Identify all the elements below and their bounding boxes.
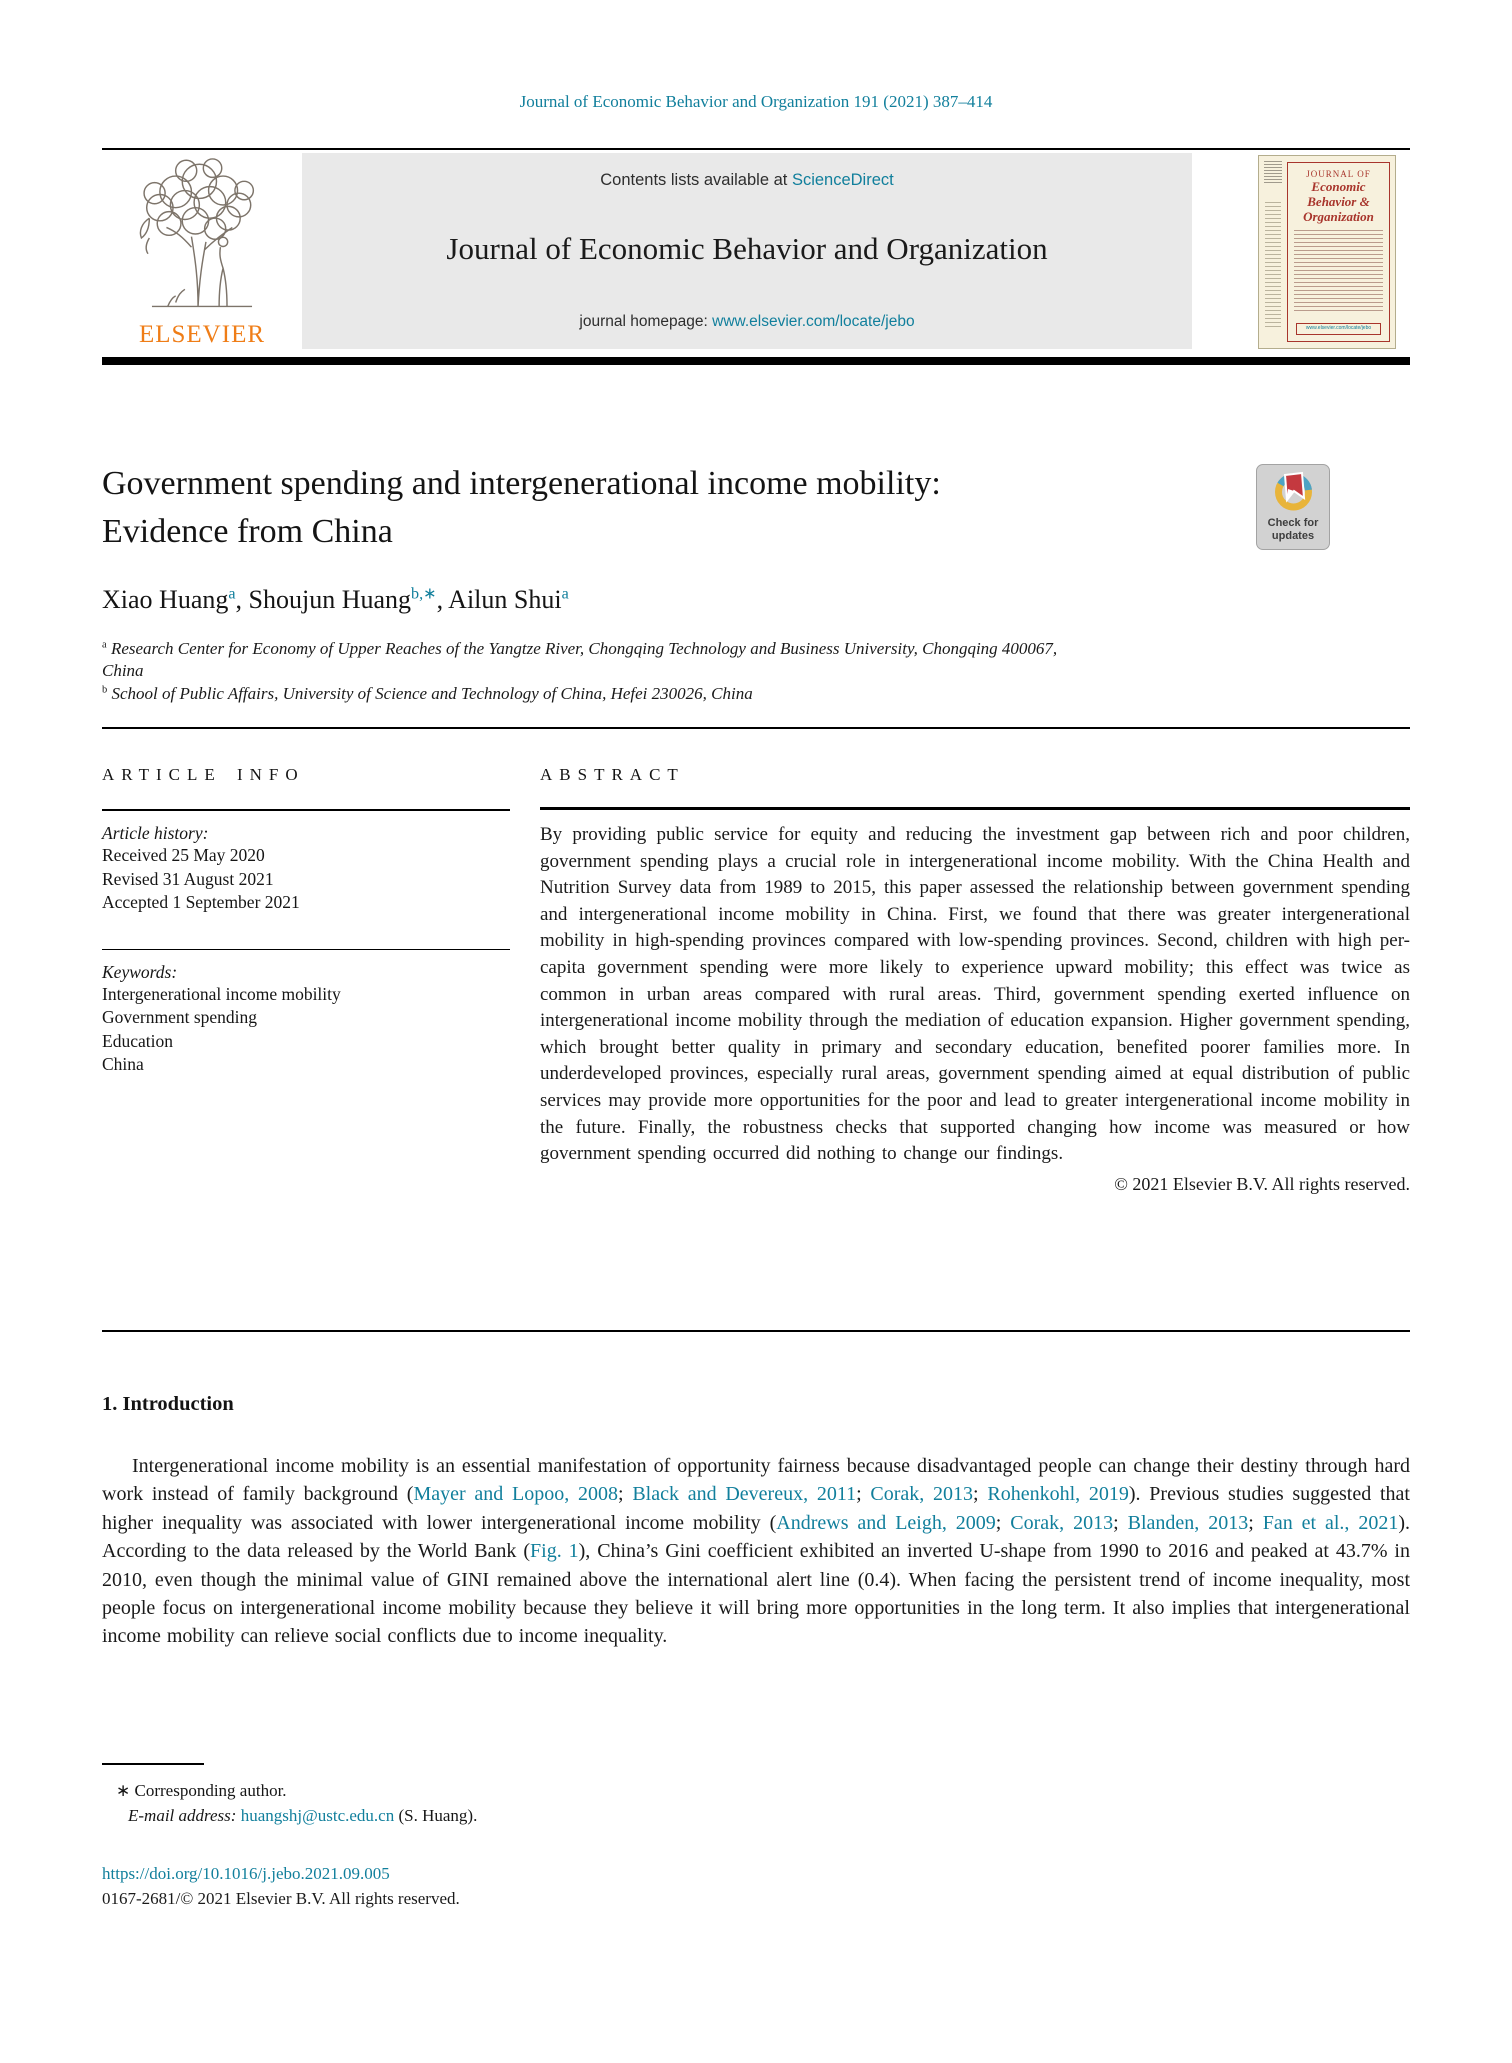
abstract-column <box>540 765 1410 1195</box>
keyword: Education <box>102 1030 173 1051</box>
history-received: Received 25 May 2020 <box>102 845 265 865</box>
history-accepted: Accepted 1 September 2021 <box>102 892 300 912</box>
section-heading-introduction: 1. Introduction <box>102 1393 234 1415</box>
cover-article-list <box>1294 230 1383 314</box>
elsevier-logo <box>102 153 302 349</box>
cover-title-line: Behavior & <box>1307 194 1370 209</box>
divider-thick <box>102 357 1410 365</box>
divider <box>102 1330 1410 1332</box>
introduction-paragraph <box>102 1452 1410 1651</box>
text-segment: ; <box>618 1483 633 1506</box>
article-info-heading: ARTICLE INFO <box>102 765 305 784</box>
page-header-citation: Journal of Economic Behavior and Organization 191 (2021) 387–414 <box>519 92 993 111</box>
keyword: China <box>102 1054 144 1074</box>
info-abstract-section <box>102 765 1410 1195</box>
text-segment: , Shoujun Huang <box>235 585 412 614</box>
inline-link[interactable]: Rohenkohl, 2019 <box>987 1483 1129 1506</box>
text-segment: Research Center for Economy of Upper Reaches of the Yangtze River, Chongqing Technology and Business University, Chongqing 400067, China <box>102 639 1058 680</box>
inline-link[interactable]: Fan et al., 2021 <box>1262 1511 1399 1534</box>
issn-copyright-line: 0167-2681/© 2021 Elsevier B.V. All rights reserved. <box>102 1889 460 1908</box>
abstract-heading: ABSTRACT <box>540 765 685 784</box>
text-segment: (S. Huang). <box>394 1806 478 1825</box>
inline-link[interactable]: b,∗ <box>411 585 437 603</box>
text-segment: Intergenerational income mobility is an essential manifestation of opportunity fairness because disadvantaged people can change their destiny through hard work instead of family background ( <box>102 1455 1410 1506</box>
article-title-line2: Evidence from China <box>102 513 393 550</box>
text-segment: Xiao Huang <box>102 585 229 614</box>
article-title-line1: Government spending and intergenerational income mobility: <box>102 465 941 502</box>
text-segment: E-mail address: <box>128 1806 237 1825</box>
corresponding-author-note <box>102 1778 1002 1803</box>
divider <box>102 727 1410 729</box>
masthead <box>102 153 1410 349</box>
text-segment: ). According to the data released by the World Bank ( <box>102 1511 1411 1563</box>
text-segment: b <box>102 684 108 696</box>
cover-frame <box>1287 162 1390 342</box>
text-segment: Contents lists available at <box>600 171 792 189</box>
text-segment: ), China’s Gini coefficient exhibited an inverted U-shape from 1990 to 2016 and peaked at 43.7% in 2010, even though the minimal value of GINI remained above the international alert line (0.4). When facing the persistent trend of income inequality, most people focus on intergenerational income mobility because they believe it will bring more opportunities in the long term. It also implies that intergenerational income mobility can relieve social conflicts due to income inequality. <box>102 1540 1410 1648</box>
text-segment: School of Public Affairs, University of Science and Technology of China, Hefei 230026, China <box>107 684 753 703</box>
footnote-divider <box>102 1763 204 1765</box>
inline-link[interactable]: Mayer and Lopoo, 2008 <box>413 1483 618 1506</box>
inline-link[interactable]: ScienceDirect <box>791 171 894 189</box>
divider <box>102 949 510 950</box>
cover-side-text <box>1265 202 1281 330</box>
homepage-line <box>302 313 1192 331</box>
text-segment: ; <box>1248 1511 1263 1534</box>
cover-title-line: JOURNAL OF <box>1306 169 1371 179</box>
cover-title-line: Organization <box>1303 209 1374 224</box>
author-list <box>102 585 1302 615</box>
history-revised: Revised 31 August 2021 <box>102 868 274 889</box>
footnote <box>102 1778 1002 1828</box>
text-segment: Corresponding author. <box>134 1781 287 1800</box>
elsevier-tree-icon <box>122 155 282 313</box>
divider <box>540 807 1410 810</box>
text-segment: journal homepage: <box>579 313 713 330</box>
inline-link[interactable]: Black and Devereux, 2011 <box>632 1483 857 1506</box>
divider <box>102 809 510 811</box>
article-info-column <box>102 765 510 1195</box>
masthead-banner <box>302 153 1192 349</box>
email-address-line <box>102 1803 1002 1828</box>
keywords-label: Keywords: <box>102 961 178 982</box>
cover-mini-logo <box>1264 161 1282 183</box>
badge-label-line1: Check for <box>1267 517 1319 529</box>
divider <box>102 148 1410 150</box>
abstract-body: By providing public service for equity and reducing the investment gap between rich and poor children, government spending plays a crucial role in intergenerational income mobility. With the China Health and Nutrition Survey data from 1989 to 2015, this paper assessed the relationship between government spending and intergenerational income mobility in China. First, we found that there was greater intergenerational mobility in high-spending provinces compared with low-spending provinces. Second, children with high per-capita government spending were more likely to experience upward mobility; this effect was twice as common in urban areas compared with rural areas. Third, government spending exerted influence on intergenerational income mobility through the mediation of education expansion. Higher government spending, which brought better quality in primary and secondary education, benefited poorer families more. In underdeveloped provinces, especially rural areas, government spending aimed at equal distribution of public services may provide more opportunities for the poor and lead to greater intergenerational income mobility in the future. Finally, the robustness checks that supported changing how income was measured or how government spending occurred did nothing to change our findings. <box>540 824 1410 1165</box>
text-segment: ; <box>995 1511 1011 1534</box>
doi-link[interactable]: https://doi.org/10.1016/j.jebo.2021.09.005 <box>102 1864 390 1883</box>
text-segment: ). Previous studies suggested that higher inequality was associated with lower intergenerational income mobility ( <box>102 1483 1410 1534</box>
article-title <box>102 460 1222 556</box>
article-history-label: Article history: <box>102 823 209 843</box>
affiliations <box>102 638 1082 706</box>
check-for-updates-icon <box>1258 465 1329 515</box>
text-segment: ∗ <box>116 1781 135 1800</box>
journal-cover-thumbnail[interactable] <box>1258 155 1396 349</box>
inline-link[interactable]: www.elsevier.com/locate/jebo <box>712 313 915 330</box>
inline-link[interactable]: Fig. 1 <box>530 1540 579 1563</box>
inline-link[interactable]: Andrews and Leigh, 2009 <box>776 1511 996 1534</box>
inline-link[interactable]: Corak, 2013 <box>1010 1511 1114 1534</box>
elsevier-wordmark: ELSEVIER <box>138 321 266 348</box>
affiliation-b <box>102 683 1082 705</box>
text-segment: , Ailun Shui <box>436 585 562 614</box>
abstract-copyright: © 2021 Elsevier B.V. All rights reserved. <box>1114 1173 1410 1194</box>
masthead-journal-title: Journal of Economic Behavior and Organization <box>446 231 1048 266</box>
inline-link[interactable]: Corak, 2013 <box>870 1483 974 1506</box>
contents-line <box>302 171 1192 190</box>
cover-footer-url: www.elsevier.com/locate/jebo <box>1296 323 1381 335</box>
keyword: Government spending <box>102 1007 258 1027</box>
badge-label-line2: updates <box>1271 529 1315 542</box>
badge-label <box>1257 517 1329 542</box>
text-segment: ; <box>856 1483 871 1506</box>
keyword: Intergenerational income mobility <box>102 983 341 1004</box>
text-segment: ; <box>973 1483 988 1506</box>
check-for-updates-badge[interactable] <box>1256 464 1330 550</box>
text-segment: a <box>102 639 107 651</box>
inline-link[interactable]: a <box>561 585 569 603</box>
cover-title-line: Economic <box>1311 179 1366 194</box>
inline-link[interactable]: huangshj@ustc.edu.cn <box>240 1806 395 1825</box>
text-segment: ; <box>1113 1511 1128 1534</box>
inline-link[interactable]: Blanden, 2013 <box>1127 1511 1249 1534</box>
affiliation-a <box>102 638 1082 682</box>
inline-link[interactable]: a <box>228 585 236 603</box>
